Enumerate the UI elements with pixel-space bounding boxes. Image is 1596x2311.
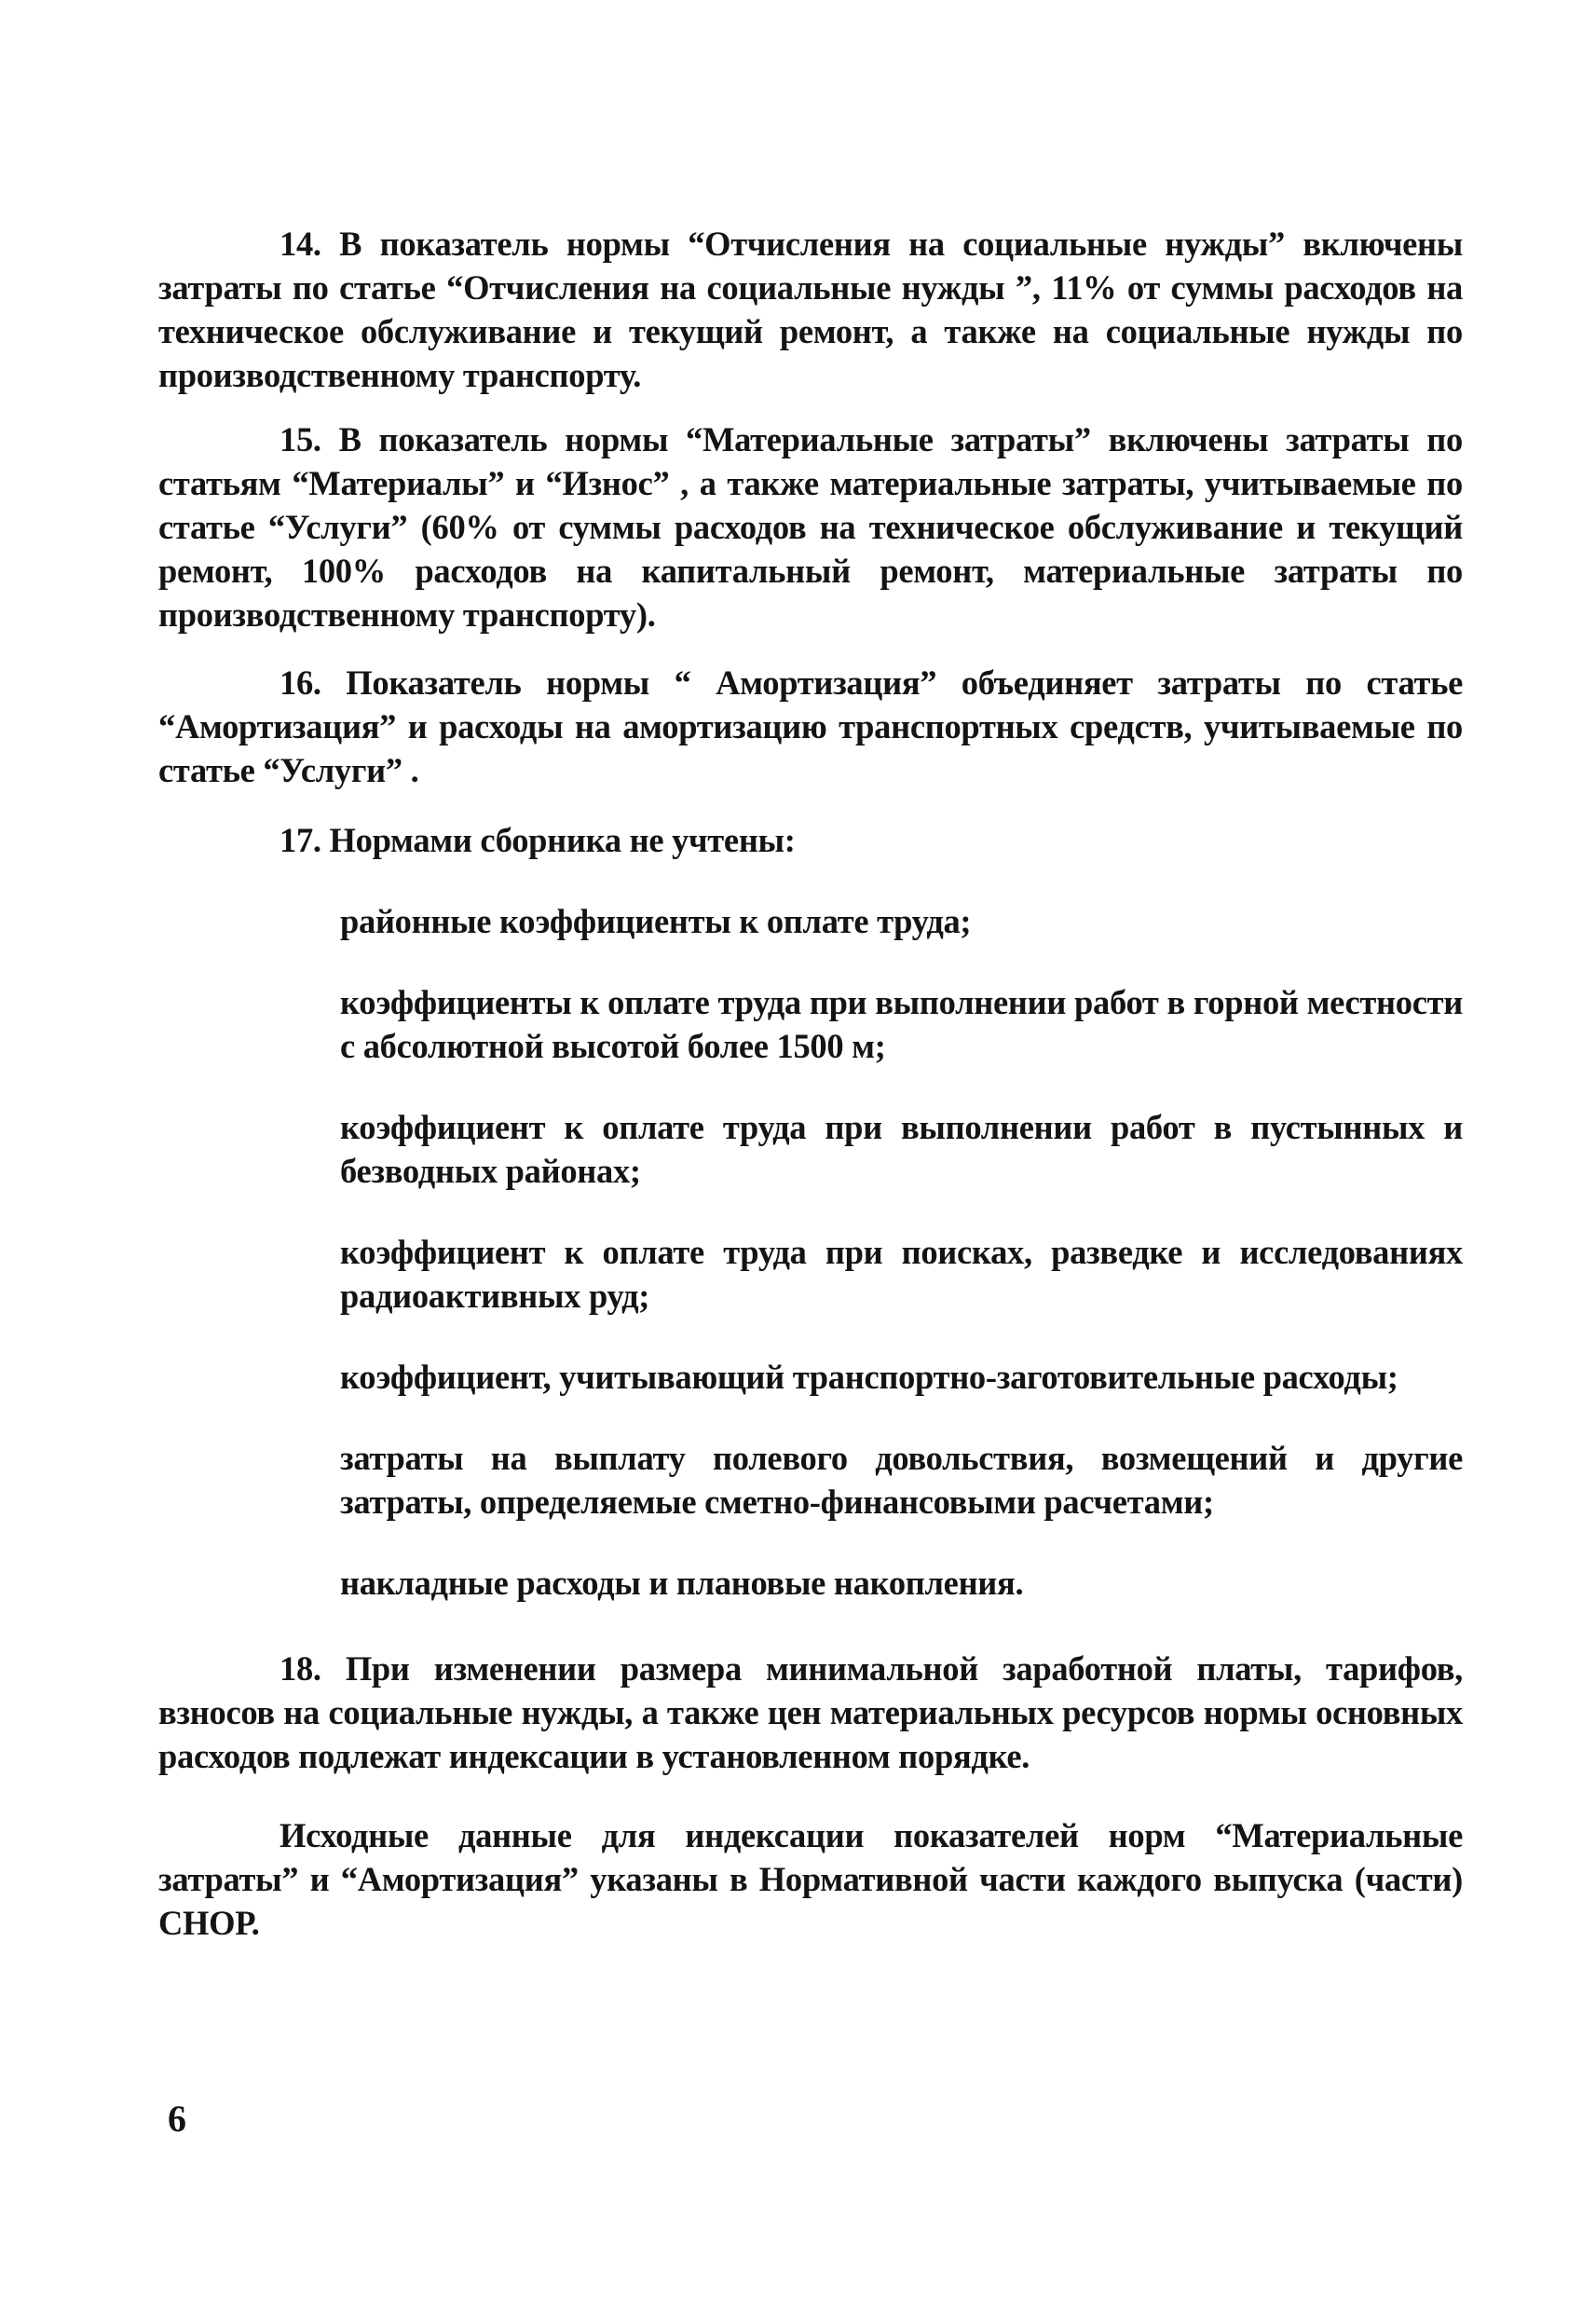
document-body [158,222,1463,1945]
list-item: районные коэффициенты к оплате труда; [340,902,972,940]
list-item: коэффициент к оплате труда при поисках, разведке и исследованиях радиоактивных руд; [340,1233,1463,1315]
paragraph-18: 18. При изменении размера минимальной заработной платы, тарифов, взносов на социальные нужды, а также цен материальных ресурсов нормы основных расходов подлежат индексации в установленном порядке. [158,1649,1463,1775]
paragraph-17: 17. Нормами сборника не учтены: [280,821,796,859]
paragraph-16: 16. Показатель нормы “ Амортизация” объединяет затраты по статье “Амортизация” и расходы на амортизацию транспортных средств, учитываемые по статье “Услуги” . [158,663,1463,789]
paragraph-indexation-source: Исходные данные для индексации показателей норм “Материальные затраты” и “Амортизация” указаны в Нормативной части каждого выпуска (части) СНОР. [158,1816,1463,1942]
list-item: затраты на выплату полевого довольствия, возмещений и другие затраты, определяемые сметно-финансовыми расчетами; [340,1439,1463,1521]
paragraph-15: 15. В показатель нормы “Материальные затраты” включены затраты по статьям “Материалы” и “Износ” , а также материальные затраты, учитываемые по статье “Услуги” (60% от суммы расходов на техническое обслуживание и текущий ремонт, 100% расходов на капитальный ремонт, материальные затраты по производственному транспорту). [158,420,1463,634]
list-item: коэффициент, учитывающий транспортно-заготовительные расходы; [340,1358,1398,1396]
list-item: накладные расходы и плановые накопления. [340,1564,1024,1602]
list-item: коэффициент к оплате труда при выполнении работ в пустынных и безводных районах; [340,1108,1463,1190]
page-number: 6 [168,2098,186,2140]
list-item: коэффициенты к оплате труда при выполнении работ в горной местности с абсолютной высотой более 1500 м; [340,983,1463,1065]
paragraph-14: 14. В показатель нормы “Отчисления на социальные нужды” включены затраты по статье “Отчисления на социальные нужды ”, 11% от суммы расходов на техническое обслуживание и текущий ремонт, а также на социальные нужды по производственному транспорту. [158,225,1463,394]
exclusions-list [158,899,1463,1605]
